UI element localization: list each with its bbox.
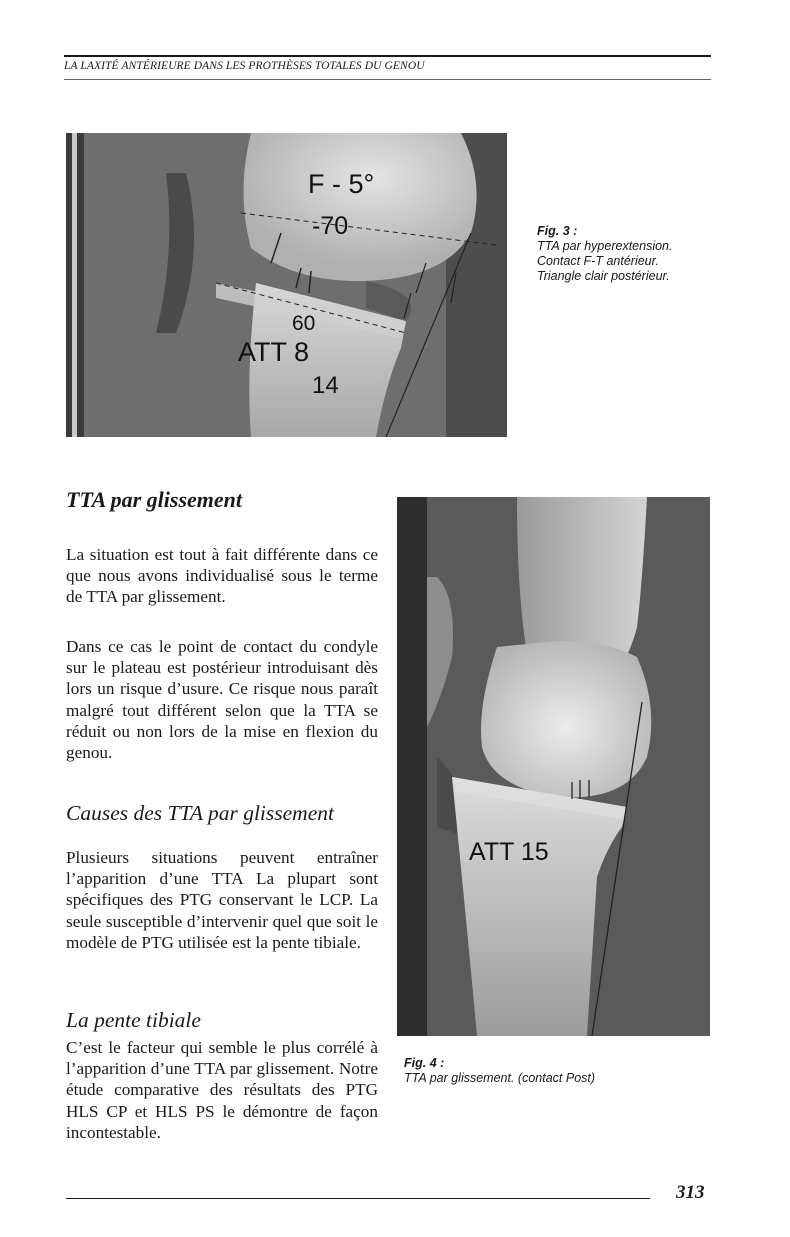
running-title: LA LAXITÉ ANTÉRIEURE DANS LES PROTHÈSES TOTALES DU GENOU: [64, 60, 425, 72]
footer-rule: [66, 1198, 650, 1199]
figure-3-caption: [537, 224, 737, 284]
figure-3-caption-line-1: TTA par hyperextension.: [537, 239, 673, 253]
label-att-8: ATT 8: [238, 337, 310, 367]
page-number: 313: [676, 1182, 705, 1203]
subsection-pente-title: La pente tibiale: [66, 1008, 201, 1032]
header-underline: [64, 79, 711, 80]
label-att-15: ATT 15: [469, 838, 549, 866]
paragraph-causes: Plusieurs situations peuvent entraîner l’apparition d’une TTA La plupart sont spécifiques des PTG conservant le LCP. La seule susceptible d’intervenir quel que soit le modèle de PTG utilisée est la pente tibiale.: [66, 848, 378, 952]
label-fourteen: 14: [312, 372, 339, 399]
subsection-causes-title: Causes des TTA par glissement: [66, 801, 334, 825]
figure-4-caption-label: Fig. 4 :: [404, 1056, 445, 1070]
label-f-angle: F - 5°: [308, 169, 375, 199]
xray-3-drawing: [66, 133, 507, 437]
xray-4-drawing: [397, 497, 710, 1036]
paragraph-2: Dans ce cas le point de contact du condyle sur le plateau est postérieur introduisant dès lors un risque d’usure. Ce risque nous paraît malgré tout différent selon que la TTA se réduit ou non lors de la mise en flexion du genou.: [66, 637, 378, 763]
paragraph-1: La situation est tout à fait différente dans ce que nous avons individualisé sous le terme de TTA par glissement.: [66, 545, 378, 607]
section-title: TTA par glissement: [66, 487, 243, 512]
figure-3-caption-line-3: Triangle clair postérieur.: [537, 269, 670, 283]
header-rule: [64, 55, 711, 57]
figure-3-xray: [66, 133, 507, 437]
figure-4-caption-line: TTA par glissement. (contact Post): [404, 1071, 596, 1085]
figure-3-caption-label: Fig. 3 :: [537, 224, 578, 238]
label-sixty: 60: [292, 312, 316, 335]
figure-4-caption: [404, 1056, 704, 1086]
figure-4-xray: [397, 497, 710, 1036]
label-minus70: -70: [312, 212, 349, 240]
figure-3-caption-line-2: Contact F-T antérieur.: [537, 254, 659, 268]
paragraph-pente: C’est le facteur qui semble le plus corrélé à l’apparition d’une TTA par glissement. Notre étude comparative des résultats des PTG HLS CP et HLS PS le démontre de façon incontestable.: [66, 1038, 378, 1142]
